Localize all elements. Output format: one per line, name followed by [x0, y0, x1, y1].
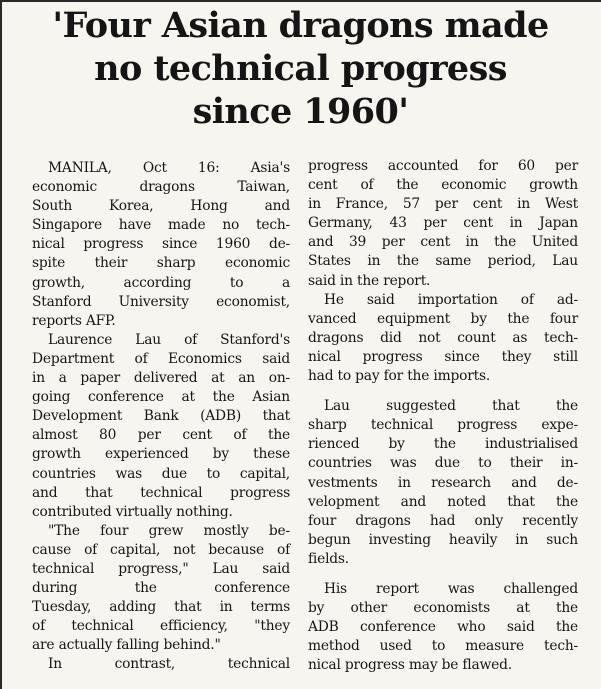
text-line: nical progress since they still [308, 348, 578, 365]
text-line: Development Bank (ADB) that [32, 408, 290, 425]
text-line: His report was challenged [324, 580, 578, 597]
text-line: spite their sharp economic [32, 255, 290, 272]
text-line: begun investing heavily in such [308, 531, 578, 548]
text-line: fields. [308, 550, 349, 567]
text-line: rienced by the industrialised [308, 436, 578, 453]
headline-line-2: no technical progress [94, 48, 507, 89]
text-line: MANILA, Oct 16: Asia's [48, 160, 290, 176]
text-line: nical progress since 1960 de- [32, 236, 290, 253]
paragraph-dateline-cont [32, 178, 290, 331]
paragraph-lau-suggested-cont [308, 416, 578, 569]
text-line: progress accounted for 60 per [308, 158, 578, 174]
headline-line-3: since 1960' [192, 91, 409, 132]
paragraph-dateline [32, 159, 290, 178]
text-line: and that technical progress [32, 484, 290, 501]
text-line: Stanford University economist, [32, 293, 290, 310]
text-line: in France, 57 per cent in West [308, 196, 578, 213]
text-line: States in the same period, Lau [308, 253, 578, 270]
text-line: during the conference [32, 580, 290, 597]
text-line: and 39 per cent in the United [308, 234, 578, 251]
text-line: "The four grew mostly be- [48, 522, 290, 539]
text-line: are actually falling behind." [32, 637, 221, 654]
paragraph-quote [32, 522, 290, 541]
text-line: Department of Economics said [32, 350, 290, 367]
text-line: in a paper delivered at an on- [32, 370, 290, 387]
headline [0, 4, 601, 133]
text-line: going conference at the Asian [32, 389, 290, 406]
text-line: vestments in research and de- [308, 474, 578, 491]
headline-line-1: 'Four Asian dragons made [52, 5, 549, 46]
text-line: Germany, 43 per cent in Japan [308, 215, 578, 232]
text-line: Singapore have made no tech- [32, 217, 290, 234]
text-line: growth experienced by these [32, 446, 290, 463]
paragraph-challenged [308, 580, 578, 599]
article-column-left [32, 159, 290, 675]
text-line: by other economists at the [308, 600, 578, 617]
clipping-top-border [0, 0, 601, 2]
text-line: countries was due to their in- [308, 455, 578, 472]
text-line: ADB conference who said the [308, 619, 578, 636]
text-line: economic dragons Taiwan, [32, 179, 290, 196]
text-line: Tuesday, adding that in terms [32, 599, 290, 616]
text-line: He said importation of ad- [324, 291, 578, 308]
text-line: almost 80 per cent of the [32, 427, 290, 444]
paragraph-lau-intro-cont [32, 350, 290, 522]
text-line: Lau suggested that the [324, 398, 578, 415]
text-line: growth, according to a [32, 274, 290, 291]
text-line: method used to measure tech- [308, 638, 578, 655]
text-line: In contrast, technical [48, 656, 290, 673]
text-line: dragons did not count as tech- [308, 329, 578, 346]
text-line: four dragons had only recently [308, 512, 578, 529]
text-line: Laurence Lau of Stanford's [48, 331, 290, 348]
text-line: technical progress," Lau said [32, 560, 290, 577]
text-line: nical progress may be flawed. [308, 657, 512, 674]
text-line: sharp technical progress expe- [308, 417, 578, 434]
text-line: of technical efficiency, "they [32, 618, 290, 635]
text-line: countries was due to capital, [32, 465, 290, 482]
paragraph-importation [308, 291, 578, 310]
article-column-right [308, 157, 578, 675]
paragraph-lau-intro [32, 331, 290, 350]
paragraph-challenged-cont [308, 599, 578, 675]
text-line: cent of the economic growth [308, 177, 578, 194]
text-line: velopment and noted that the [308, 493, 578, 510]
text-line: cause of capital, not because of [32, 541, 290, 558]
paragraph-contrast-cont [308, 157, 578, 291]
text-line: South Korea, Hong and [32, 198, 290, 215]
paragraph-quote-cont [32, 541, 290, 656]
paragraph-importation-cont [308, 310, 578, 386]
text-line: reports AFP. [32, 312, 116, 329]
text-line: said in the report. [308, 272, 431, 289]
paragraph-contrast [32, 655, 290, 674]
text-line: contributed virtually nothing. [32, 503, 233, 520]
text-line: vanced equipment by the four [308, 310, 578, 327]
text-line: had to pay for the imports. [308, 368, 491, 385]
paragraph-lau-suggested [308, 397, 578, 416]
